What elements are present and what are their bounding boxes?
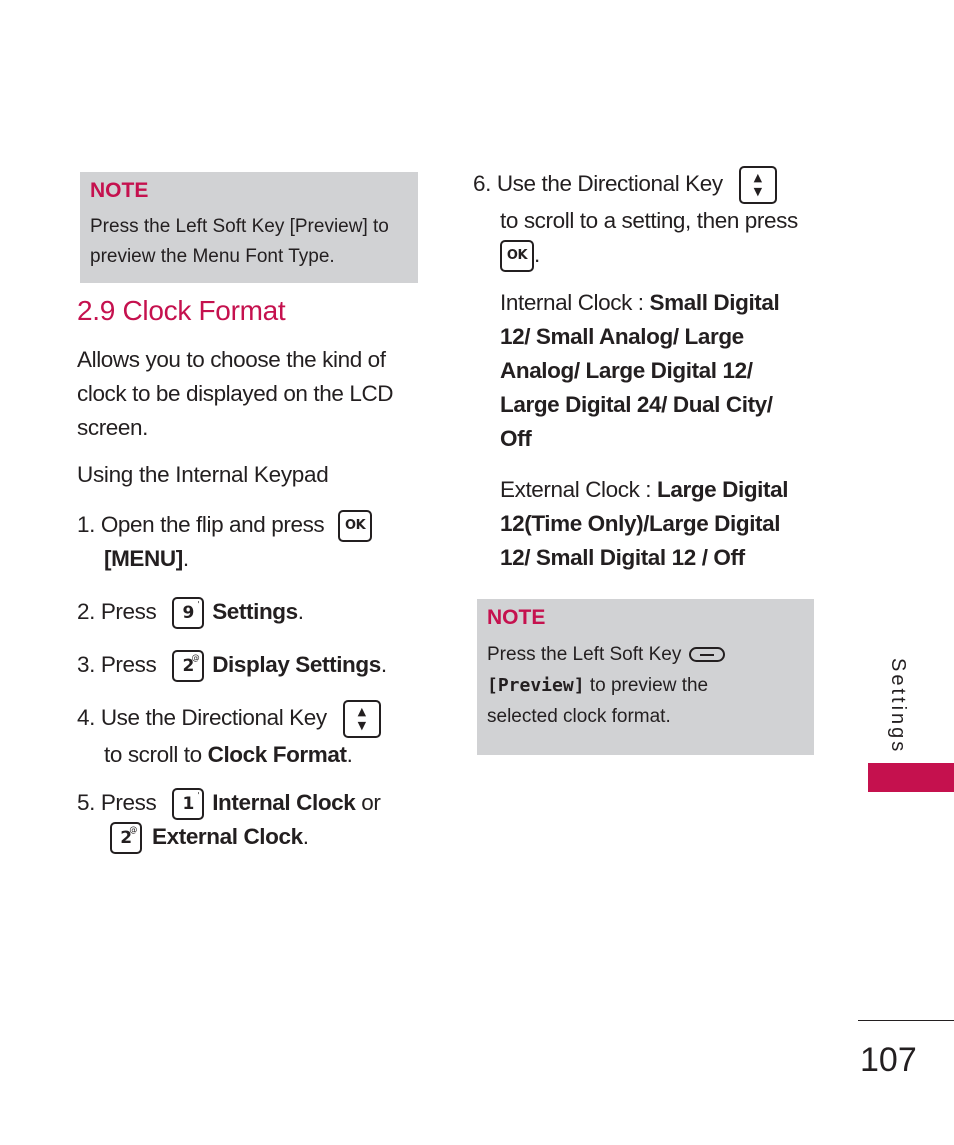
step-text: 1. Open the flip and press <box>77 512 325 537</box>
note-title: NOTE <box>90 179 149 202</box>
page-number: 107 <box>860 1041 917 1079</box>
step-3: 3. Press 2 @ Display Settings. <box>77 648 387 682</box>
settings-label: Settings <box>212 599 298 624</box>
description-line: screen. <box>77 415 148 440</box>
ok-key-icon: OK <box>338 510 372 542</box>
step-6: 6. Use the Directional Key ▲ ▼ to scroll to a setting, then press OK . <box>473 166 833 272</box>
section-tab-marker <box>868 763 954 792</box>
internal-clock-options: Internal Clock : Small Digital 12/ Small Analog/ Large Analog/ Large Digital 12/ Large Digital 24/ Dual City/ Off <box>500 290 780 451</box>
directional-key-icon: ▲ ▼ <box>343 700 381 738</box>
clock-format-label: Clock Format <box>207 742 347 767</box>
external-clock-heading: External Clock : <box>500 477 652 502</box>
note-line: preview the Menu Font Type. <box>90 246 335 267</box>
external-clock-label: External Clock <box>152 824 303 850</box>
key-1-icon: 1 ' <box>172 788 204 820</box>
directional-key-icon: ▲ ▼ <box>739 166 777 204</box>
note-title: NOTE <box>487 606 546 629</box>
step-1: 1. Open the flip and press OK [MENU]. <box>77 508 372 576</box>
footer-rule <box>858 1020 954 1021</box>
section-description <box>77 343 437 445</box>
step-text: 3. Press <box>77 652 157 677</box>
external-clock-options: External Clock : Large Digital 12(Time Only)/Large Digital 12/ Small Digital 12 / Off <box>500 477 789 570</box>
left-soft-key-icon <box>689 647 725 662</box>
key-2-icon: 2 @ <box>110 822 142 854</box>
key-2-icon: 2 @ <box>172 650 204 682</box>
step-4: 4. Use the Directional Key ▲ ▼ to scroll to Clock Format. <box>77 700 381 772</box>
key-9-icon: 9 ' <box>172 597 204 629</box>
note-box-font-type <box>80 172 418 283</box>
description-line: Allows you to choose the kind of <box>77 347 386 372</box>
ok-key-icon: OK <box>500 240 534 272</box>
note-line: Press the Left Soft Key [Preview] to <box>90 216 389 237</box>
note-box-clock-preview: NOTE Press the Left Soft Key [Preview] to preview the selected clock format. <box>477 599 814 755</box>
step-text: 2. Press <box>77 599 157 624</box>
section-heading: 2.9 Clock Format <box>77 295 286 326</box>
step-text: to scroll to a setting, then press <box>500 208 798 233</box>
menu-label: [MENU] <box>104 546 183 572</box>
internal-clock-label: Internal Clock <box>212 790 356 815</box>
display-settings-label: Display Settings <box>212 652 381 677</box>
preview-label: [Preview] <box>487 675 585 696</box>
sidebar-section-label: Settings <box>887 658 909 755</box>
step-text: 6. Use the Directional Key <box>473 170 723 196</box>
step-text: 4. Use the Directional Key <box>77 704 327 730</box>
step-2: 2. Press 9 ' Settings. <box>77 595 304 629</box>
description-line: clock to be displayed on the LCD <box>77 381 394 406</box>
subheading-internal-keypad: Using the Internal Keypad <box>77 462 329 487</box>
internal-clock-heading: Internal Clock : <box>500 290 644 315</box>
step-text: 5. Press <box>77 790 157 815</box>
step-5: 5. Press 1 ' Internal Clock or 2 @ External Clock. <box>77 786 380 854</box>
